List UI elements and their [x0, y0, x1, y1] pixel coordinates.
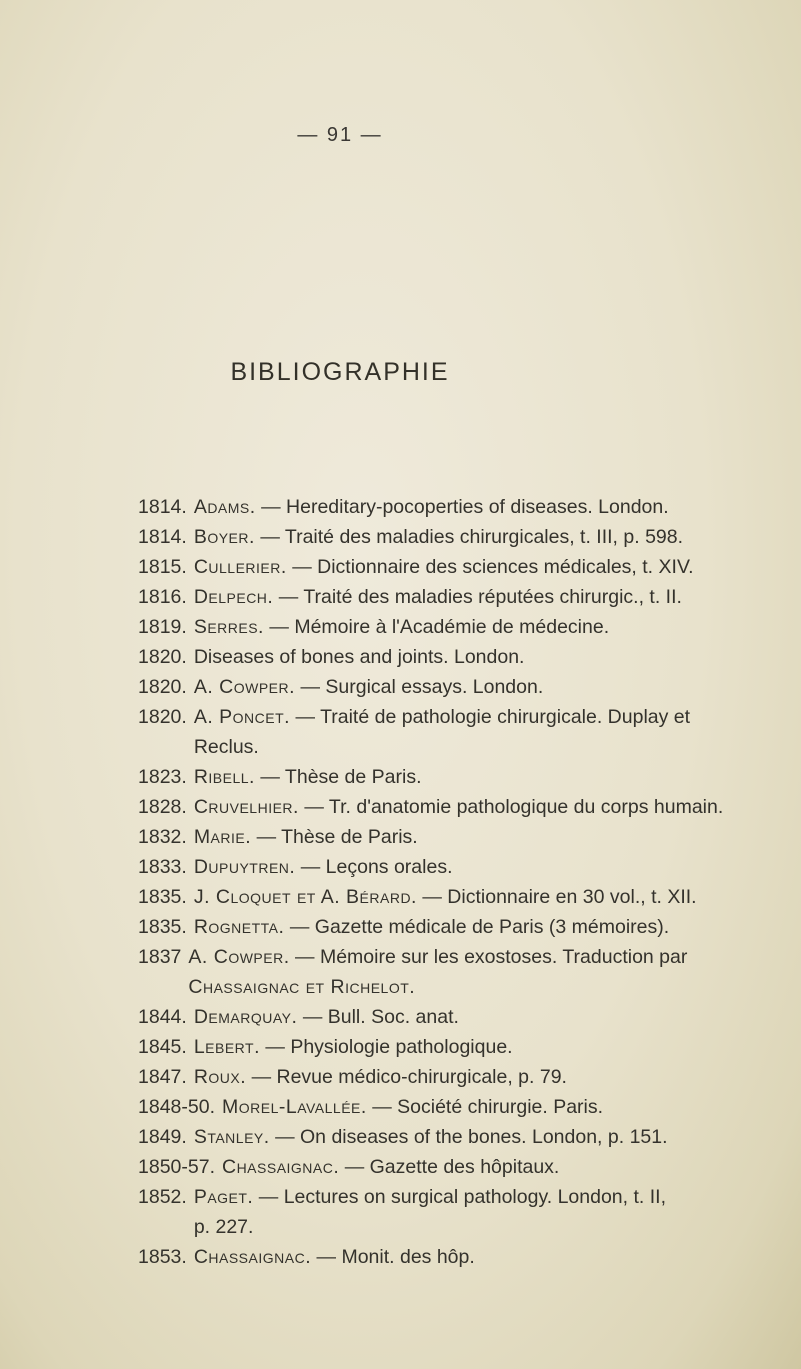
entry-text: — Mémoire sur les exostoses. Traduction par: [289, 946, 688, 968]
entry-continuation: Chassaignac et Richelot.: [188, 976, 416, 998]
entry-text: — On diseases of the bones. London, p. 151.: [269, 1126, 668, 1148]
entry-continuation: p. 227.: [193, 1216, 254, 1238]
entry-author: Stanley.: [193, 1126, 270, 1148]
entry-year: 1848-50.: [138, 1096, 215, 1118]
bibliography-entry: [138, 822, 768, 852]
entry-author: A. Cowper.: [188, 946, 290, 968]
entry-text: — Gazette des hôpitaux.: [339, 1156, 560, 1178]
entry-year: 1837: [138, 946, 182, 968]
entry-year: 1815.: [138, 556, 187, 578]
entry-author: Boyer.: [193, 526, 255, 548]
entry-text: Diseases of bones and joints. London.: [193, 646, 525, 668]
entry-author: Marie.: [193, 826, 252, 848]
bibliography-entry: [138, 672, 768, 702]
bibliography-entry: [138, 1092, 768, 1122]
bibliography-entry: [138, 912, 768, 942]
entry-author: A. Cowper.: [193, 676, 296, 698]
entry-author: Chassaignac.: [193, 1246, 312, 1268]
entry-text: — Surgical essays. London.: [295, 676, 544, 698]
entry-continuation: Reclus.: [193, 736, 259, 758]
bibliography-entry: [138, 1122, 768, 1152]
bibliography-entry: [138, 1152, 768, 1182]
entry-text: — Thèse de Paris.: [251, 826, 418, 848]
entry-year: 1819.: [138, 616, 187, 638]
entry-year: 1820.: [138, 676, 187, 698]
entry-text: — Dictionnaire des sciences médicales, t. XIV.: [286, 556, 694, 578]
entry-year: 1853.: [138, 1246, 187, 1268]
entry-text: — Lectures on surgical pathology. London, t. II,: [253, 1186, 666, 1208]
entry-text: — Revue médico-chirurgicale, p. 79.: [246, 1066, 567, 1088]
entry-text: — Tr. d'anatomie pathologique du corps humain.: [298, 796, 724, 818]
bibliography-list: [138, 492, 768, 1272]
bibliography-entry: [138, 552, 768, 582]
entry-text: — Physiologie pathologique.: [260, 1036, 513, 1058]
entry-year: 1850-57.: [138, 1156, 215, 1178]
page-number: — 91 —: [297, 124, 383, 146]
entry-year: 1849.: [138, 1126, 187, 1148]
page-title: BIBLIOGRAPHIE: [230, 358, 450, 386]
entry-text: — Thèse de Paris.: [254, 766, 422, 788]
bibliography-entry: [138, 492, 768, 522]
bibliography-entry: [138, 642, 768, 672]
entry-year: 1852.: [138, 1186, 187, 1208]
entry-author: Dupuytren.: [193, 856, 296, 878]
entry-author: Cullerier.: [193, 556, 287, 578]
entry-text: — Bull. Soc. anat.: [297, 1006, 459, 1028]
entry-year: 1847.: [138, 1066, 187, 1088]
entry-text: — Mémoire à l'Académie de médecine.: [263, 616, 610, 638]
entry-year: 1814.: [138, 526, 187, 548]
entry-author: Roux.: [193, 1066, 247, 1088]
entry-text: — Traité des maladies chirurgicales, t. III, p. 598.: [254, 526, 684, 548]
entry-year: 1832.: [138, 826, 187, 848]
bibliography-entry: [138, 612, 768, 642]
bibliography-entry: [138, 792, 768, 822]
entry-year: 1816.: [138, 586, 187, 608]
entry-text: — Traité de pathologie chirurgicale. Duplay et: [290, 706, 691, 728]
entry-text: — Traité des maladies réputées chirurgic., t. II.: [273, 586, 682, 608]
entry-year: 1844.: [138, 1006, 187, 1028]
bibliography-entry: [138, 702, 768, 762]
entry-author: Lebert.: [193, 1036, 260, 1058]
entry-text: — Hereditary-pocoperties of diseases. London.: [255, 496, 669, 518]
entry-year: 1820.: [138, 646, 187, 668]
entry-author: J. Cloquet et A. Bérard.: [193, 886, 417, 908]
bibliography-entry: [138, 762, 768, 792]
entry-year: 1833.: [138, 856, 187, 878]
entry-year: 1823.: [138, 766, 187, 788]
entry-author: Morel-Lavallée.: [221, 1096, 367, 1118]
entry-year: 1845.: [138, 1036, 187, 1058]
entry-author: Delpech.: [193, 586, 274, 608]
entry-author: Ribell.: [193, 766, 255, 788]
bibliography-entry: [138, 582, 768, 612]
entry-author: Adams.: [193, 496, 256, 518]
entry-text: — Gazette médicale de Paris (3 mémoires).: [284, 916, 670, 938]
entry-author: Serres.: [193, 616, 264, 638]
entry-year: 1828.: [138, 796, 187, 818]
bibliography-entry: [138, 1002, 768, 1032]
entry-text: — Société chirurgie. Paris.: [366, 1096, 604, 1118]
bibliography-entry: [138, 522, 768, 552]
bibliography-entry: [138, 852, 768, 882]
bibliography-entry: [138, 1242, 768, 1272]
entry-text: — Leçons orales.: [295, 856, 453, 878]
entry-author: Paget.: [193, 1186, 254, 1208]
bibliography-entry: [138, 882, 768, 912]
entry-text: — Dictionnaire en 30 vol., t. XII.: [416, 886, 697, 908]
entry-year: 1814.: [138, 496, 187, 518]
bibliography-entry: [138, 1032, 768, 1062]
entry-author: Rognetta.: [193, 916, 285, 938]
bibliography-entry: [138, 942, 768, 1002]
entry-year: 1820.: [138, 706, 187, 728]
entry-author: Demarquay.: [193, 1006, 298, 1028]
entry-text: — Monit. des hôp.: [311, 1246, 475, 1268]
entry-author: Cruvelhier.: [193, 796, 299, 818]
entry-author: Chassaignac.: [221, 1156, 340, 1178]
bibliography-entry: [138, 1182, 768, 1242]
bibliography-entry: [138, 1062, 768, 1092]
entry-year: 1835.: [138, 886, 187, 908]
entry-author: A. Poncet.: [193, 706, 291, 728]
entry-year: 1835.: [138, 916, 187, 938]
